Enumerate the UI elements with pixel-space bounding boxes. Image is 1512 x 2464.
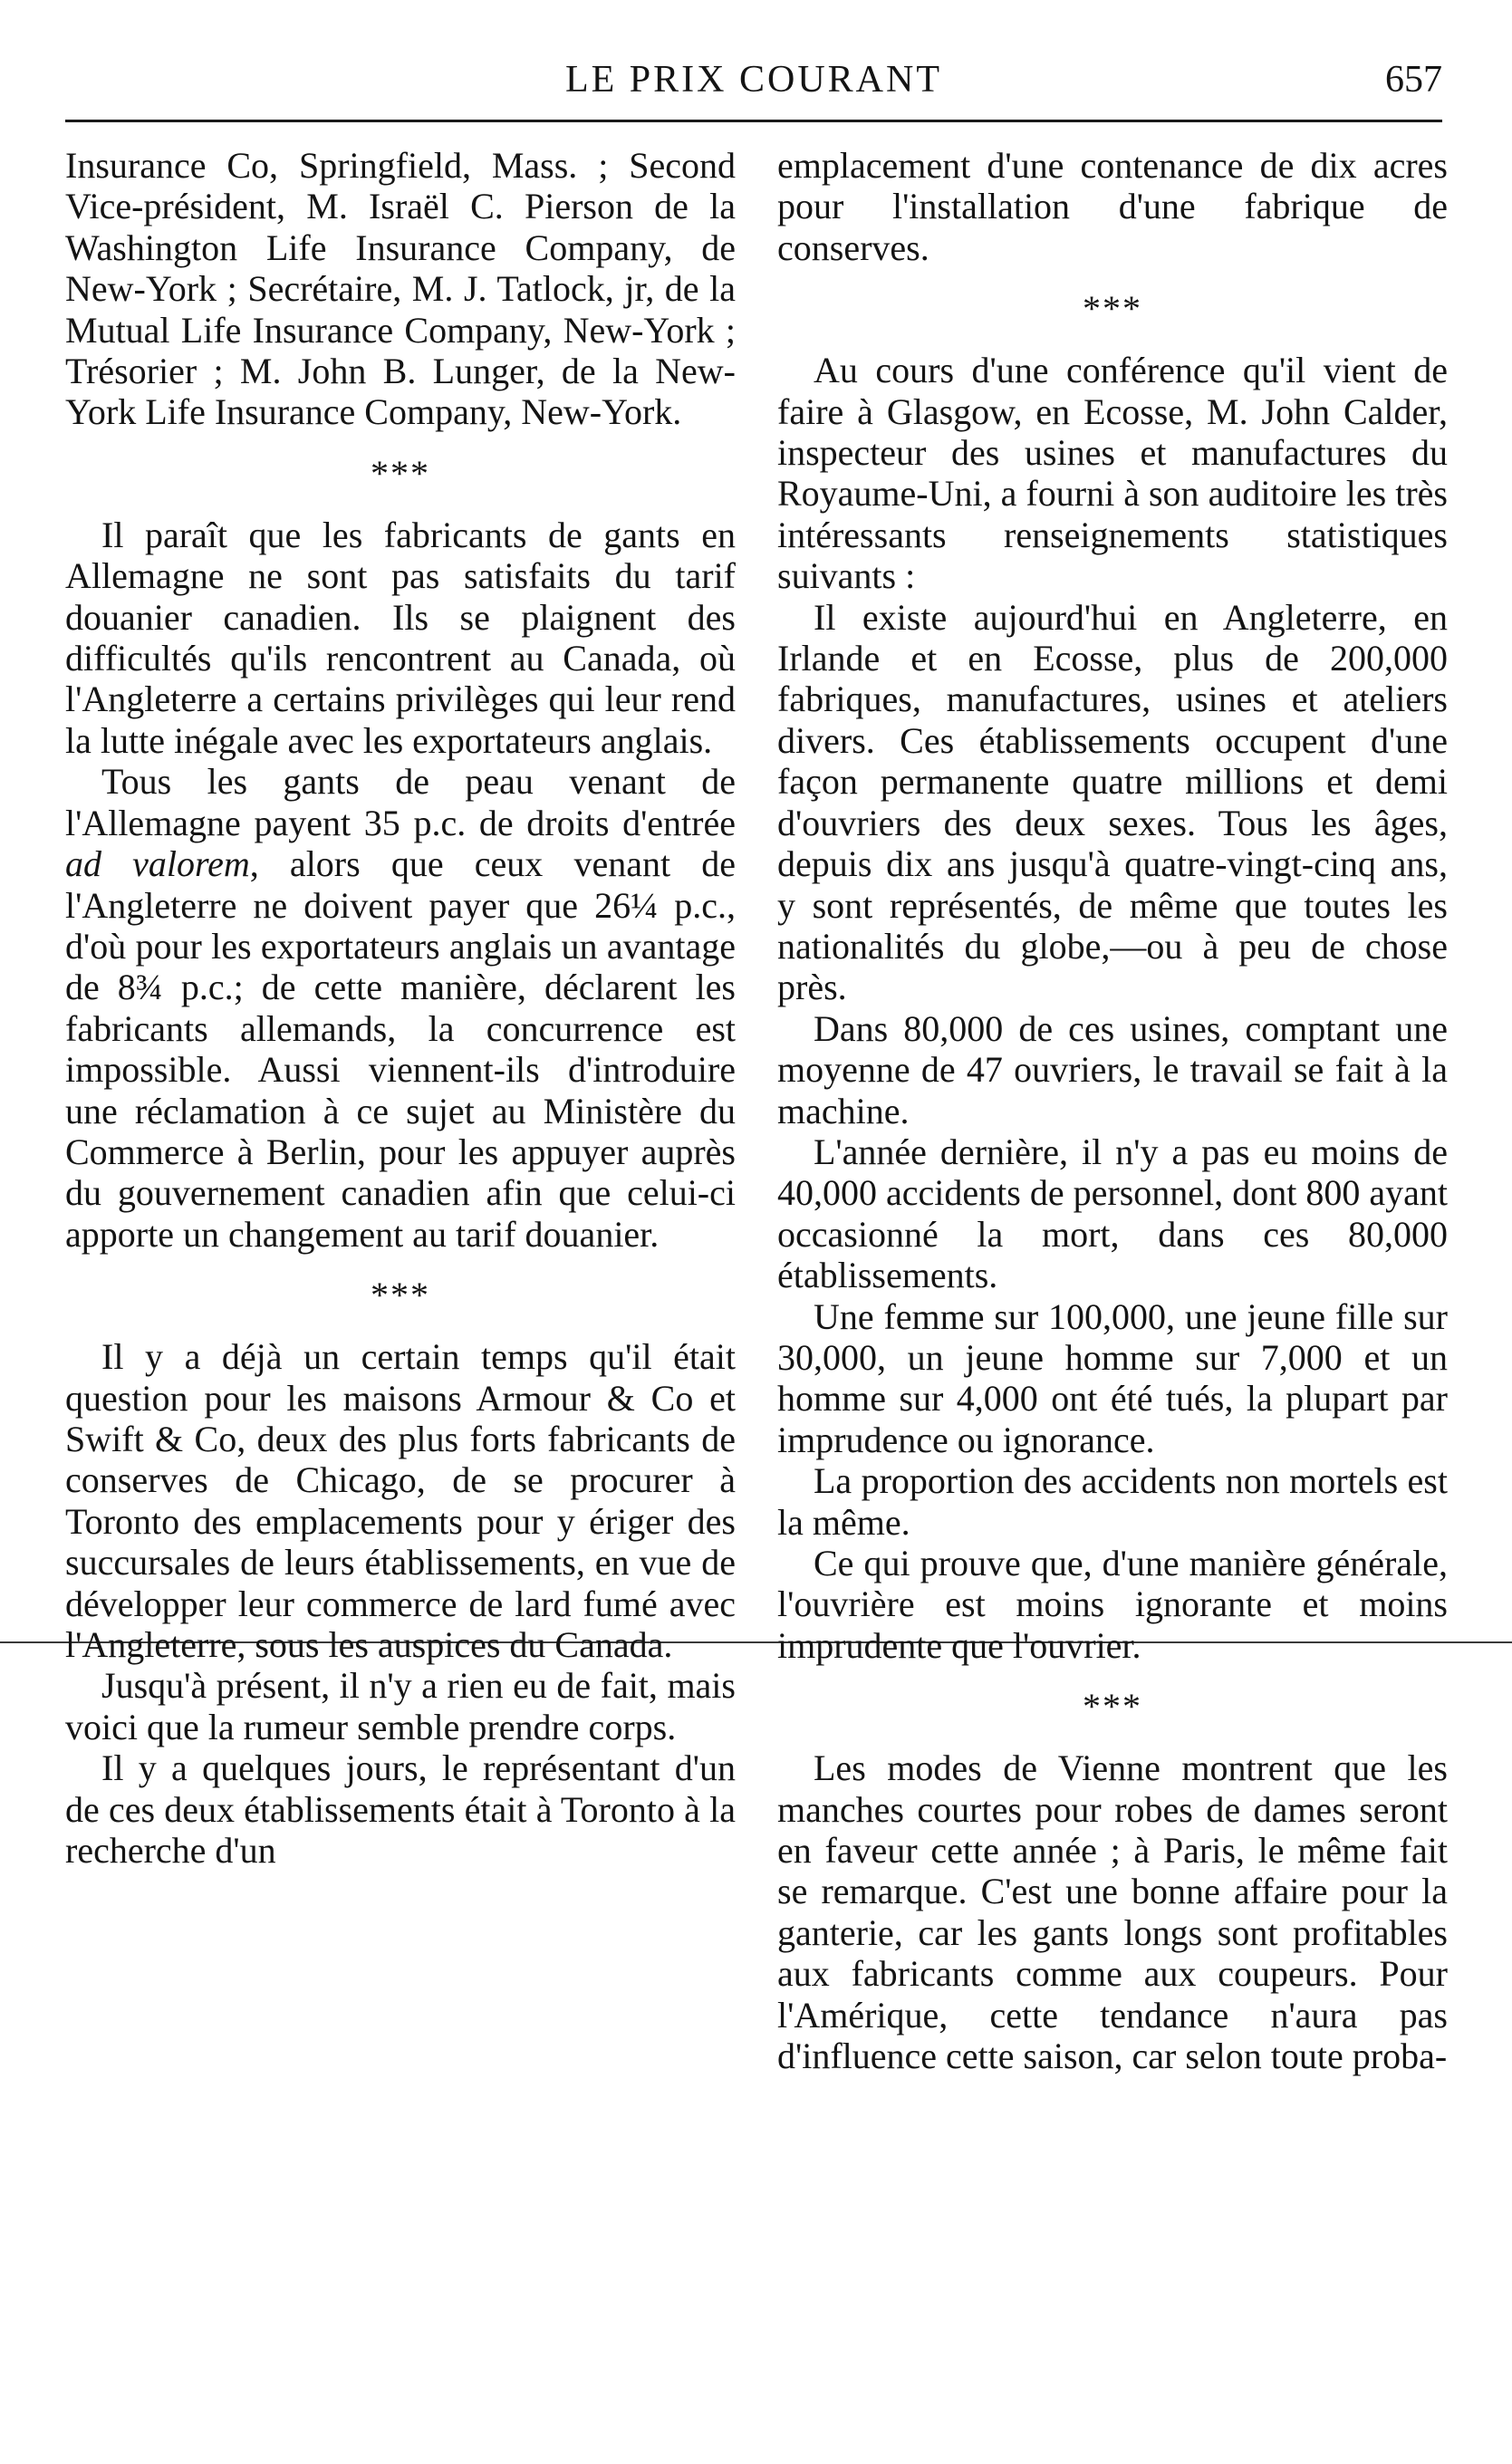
article-paragraph: emplacement d'une contenance de dix acres pour l'installation d'une fabrique de conserves. xyxy=(777,145,1448,268)
article-paragraph: Au cours d'une conférence qu'il vient de faire à Glasgow, en Ecosse, M. John Calder, inspecteur des usines et manufactures du Royaume-Uni, a fourni à son auditoire les très intéressants renseignements statistiques suivants : xyxy=(777,350,1448,597)
article-paragraph: Jusqu'à présent, il n'y a rien eu de fait, mais voici que la rumeur semble prendre corps. xyxy=(65,1665,736,1747)
section-separator xyxy=(777,268,1448,350)
left-column xyxy=(65,145,736,1871)
section-separator xyxy=(777,1666,1448,1747)
section-separator xyxy=(65,433,736,515)
asterism: *** xyxy=(371,1275,430,1316)
article-paragraph: Dans 80,000 de ces usines, comptant une moyenne de 47 ouvriers, le travail se fait à la machine. xyxy=(777,1007,1448,1131)
right-column xyxy=(777,145,1448,2076)
header-rule xyxy=(65,120,1442,122)
section-separator xyxy=(65,1255,736,1336)
article-paragraph: L'année dernière, il n'y a pas eu moins de 40,000 accidents de personnel, dont 800 ayant occasionné la mort, dans ces 80,000 établissements. xyxy=(777,1131,1448,1296)
article-paragraph: Ce qui prouve que, d'une manière générale, l'ouvrière est moins ignorante et moins imprudente que l'ouvrier. xyxy=(777,1543,1448,1666)
paragraph-text: , alors que ceux venant de l'Angleterre ne doivent payer que 26¼ p.c., d'où pour les exportateurs anglais un avantage de 8¾ p.c.; de cette manière, déclarent les fabricants allemands, la concurrence est impossible. Aussi viennent-ils d'introduire une réclamation à ce sujet au Ministère du Commerce à Berlin, pour les appuyer auprès du gouvernement canadien afin que celui-ci apporte un changement au tarif douanier. xyxy=(65,843,737,1255)
article-paragraph xyxy=(65,761,736,1255)
article-paragraph: Il existe aujourd'hui en Angleterre, en Irlande et en Ecosse, plus de 200,000 fabriques, manufactures, usines et ateliers divers. Ces établissements occupent d'une façon permanente quatre millions et demi d'ouvriers des deux sexes. Tous les âges, depuis dix ans jusqu'à quatre-vingt-cinq ans, y sont représentés, de même que toutes les nationalités du globe,—ou à peu de chose près. xyxy=(777,596,1448,1008)
article-paragraph: Une femme sur 100,000, une jeune fille sur 30,000, un jeune homme sur 7,000 et un homme sur 4,000 ont été tués, la plupart par imprudence ou ignorance. xyxy=(777,1295,1448,1460)
article-paragraph: Il y a quelques jours, le représentant d'un de ces deux établissements était à Toronto à la recherche d'un xyxy=(65,1747,736,1872)
article-paragraph: Les modes de Vienne montrent que les manches courtes pour robes de dames seront en faveur cette année ; à Paris, le même fait se remarque. C'est une bonne affaire pour la ganterie, car les gants longs sont profitables aux fabricants comme aux coupeurs. Pour l'Amérique, cette tendance n'aura pas d'influence cette saison, car selon toute proba- xyxy=(777,1747,1448,2077)
asterism: *** xyxy=(1083,1686,1142,1728)
asterism: *** xyxy=(1083,288,1142,330)
running-title: LE PRIX COURANT xyxy=(564,59,942,101)
asterism: *** xyxy=(371,452,430,494)
page-number: 657 xyxy=(1385,59,1442,101)
article-paragraph: Il y a déjà un certain temps qu'il était question pour les maisons Armour & Co et Swift & Co, deux des plus forts fabricants de conserves de Chicago, de se procurer à Toronto des emplacements pour y ériger des succursales de leurs établissements, en vue de développer leur commerce de lard fumé avec l'Angleterre, sous les auspices du Canada. xyxy=(65,1336,736,1665)
article-paragraph: La proportion des accidents non mortels est la même. xyxy=(777,1460,1448,1543)
article-paragraph: Insurance Co, Springfield, Mass. ; Second Vice-président, M. Israël C. Pierson de la Washington Life Insurance Company, de New-York ; Secrétaire, M. J. Tatlock, jr, de la Mutual Life Insurance Company, New-York ; Trésorier ; M. John B. Lunger, de la New-York Life Insurance Company, New-York. xyxy=(65,145,736,433)
article-paragraph: Il paraît que les fabricants de gants en Allemagne ne sont pas satisfaits du tarif douanier canadien. Ils se plaignent des difficultés qu'ils rencontrent au Canada, où l'Angleterre a certains privilèges qui leur rend la lutte inégale avec les exportateurs anglais. xyxy=(65,514,736,761)
page-header xyxy=(65,58,1442,112)
paragraph-text: Tous les gants de peau venant de l'Allemagne payent 35 p.c. de droits d'entrée xyxy=(65,761,736,843)
latin-phrase: ad valorem xyxy=(65,843,250,885)
